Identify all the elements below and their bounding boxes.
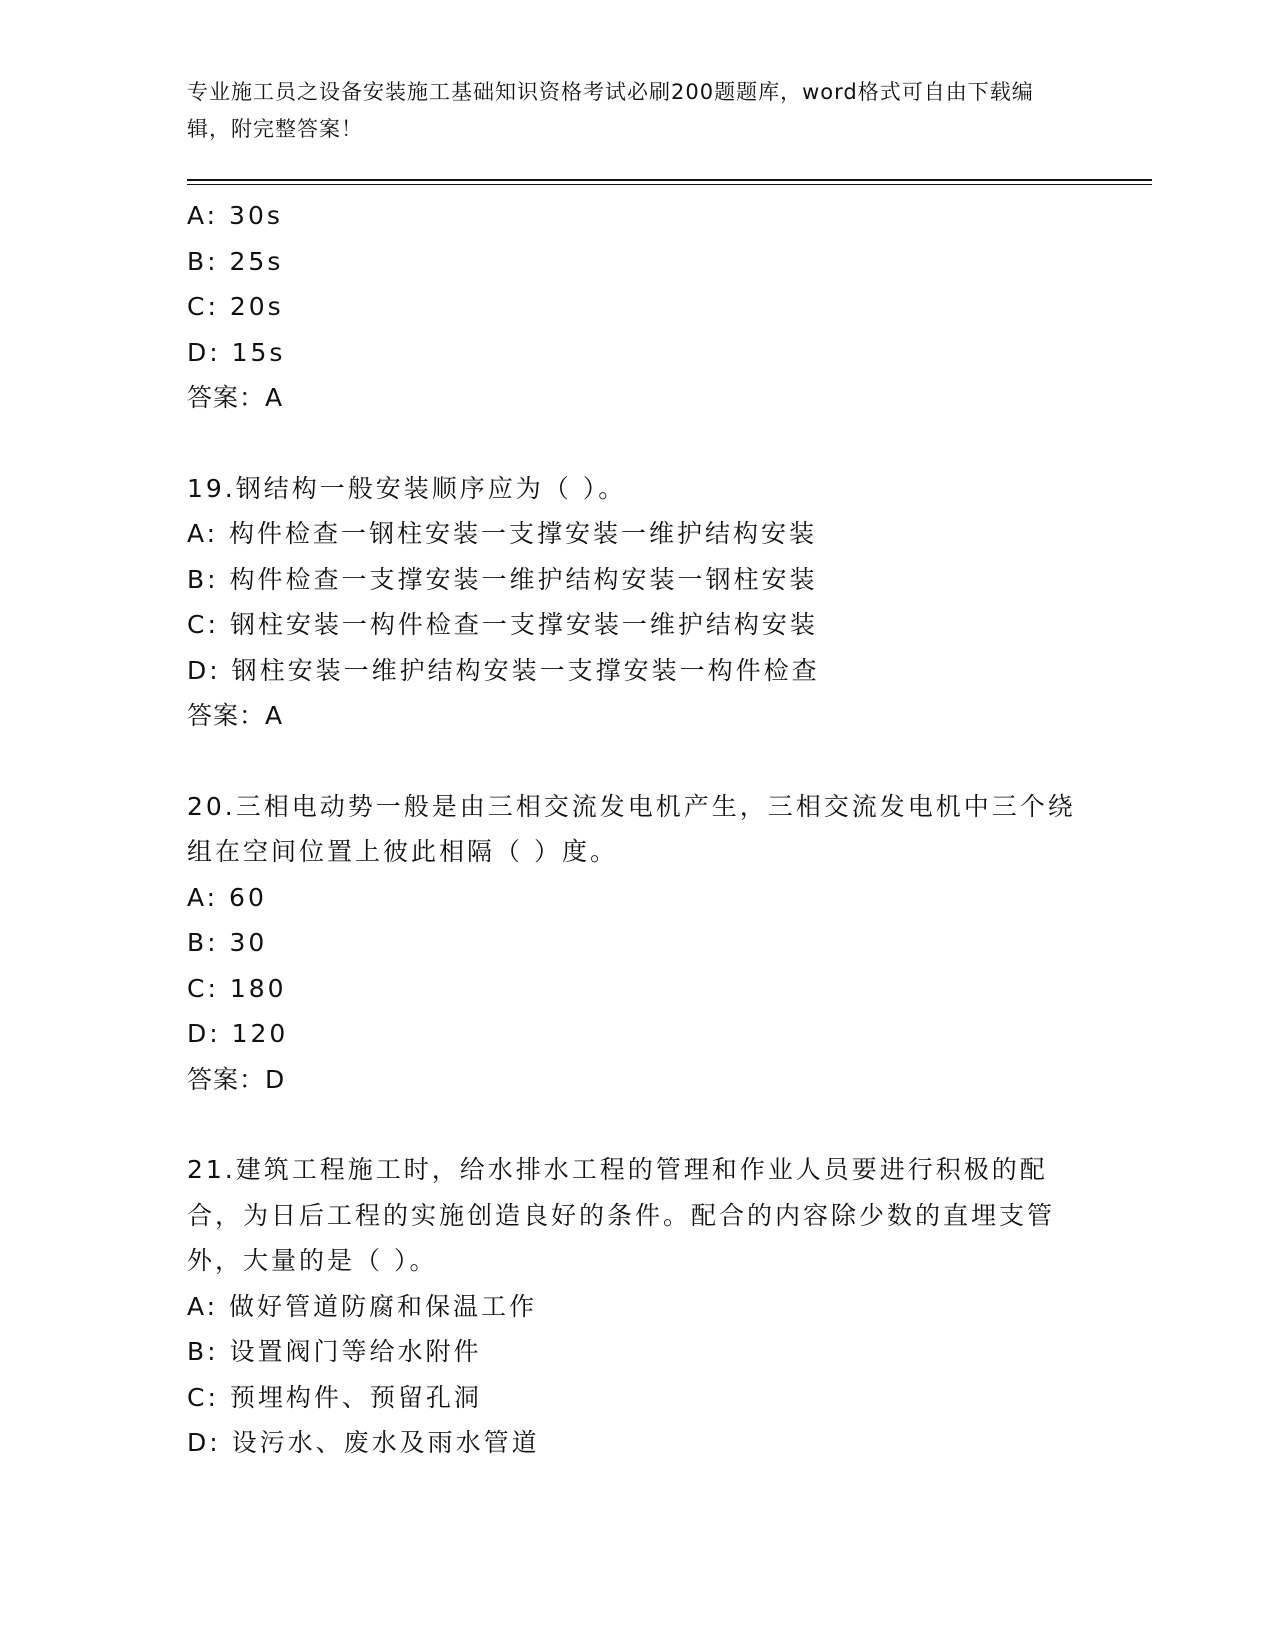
option-a: A: 做好管道防腐和保温工作 (187, 1291, 538, 1321)
document-page (187, 74, 1147, 1466)
answer-text: 答案：A (187, 701, 284, 730)
question-block-18 (187, 193, 1147, 421)
option-b: B: 25s (187, 246, 284, 276)
block-spacer (187, 739, 1147, 784)
option-d: D: 钢柱安装一维护结构安装一支撑安装一构件检查 (187, 655, 820, 685)
header-divider (187, 179, 1152, 185)
option-a: A: 构件检查一钢柱安装一支撑安装一维护结构安装 (187, 519, 818, 548)
option-b: B: 设置阀门等给水附件 (187, 1337, 482, 1366)
answer-text: 答案：D (187, 1064, 286, 1094)
question-text: 21.建筑工程施工时，给水排水工程的管理和作业人员要进行积极的配合，为日后工程的实施创造良好的条件。配合的内容除少数的直埋支管外，大量的是（ ）。 (187, 1155, 1056, 1275)
question-block-19 (187, 466, 1147, 739)
option-b: B: 30 (187, 928, 268, 957)
question-text: 20.三相电动势一般是由三相交流发电机产生，三相交流发电机中三个绕组在空间位置上彼此相隔（ ）度。 (187, 791, 1076, 866)
block-spacer (187, 1102, 1147, 1147)
option-a: A: 60 (187, 882, 267, 912)
option-d: D: 设污水、废水及雨水管道 (187, 1428, 540, 1457)
option-d: D: 120 (187, 1019, 289, 1048)
option-c: C: 钢柱安装一构件检查一支撑安装一维护结构安装 (187, 610, 818, 639)
answer-text: 答案：A (187, 383, 284, 412)
block-spacer (187, 421, 1147, 466)
question-text: 19.钢结构一般安装顺序应为（ ）。 (187, 473, 627, 503)
document-header: 专业施工员之设备安装施工基础知识资格考试必刷200题题库，word格式可自由下载编辑，附完整答案！ (187, 80, 1034, 141)
option-c: C: 预埋构件、预留孔洞 (187, 1382, 482, 1412)
option-b: B: 构件检查一支撑安装一维护结构安装一钢柱安装 (187, 564, 818, 594)
option-a: A: 30s (187, 201, 283, 230)
question-block-20 (187, 784, 1147, 1103)
option-d: D: 15s (187, 337, 286, 367)
option-c: C: 180 (187, 973, 287, 1003)
question-list (187, 193, 1147, 1466)
option-c: C: 20s (187, 292, 284, 321)
question-block-21 (187, 1147, 1147, 1466)
